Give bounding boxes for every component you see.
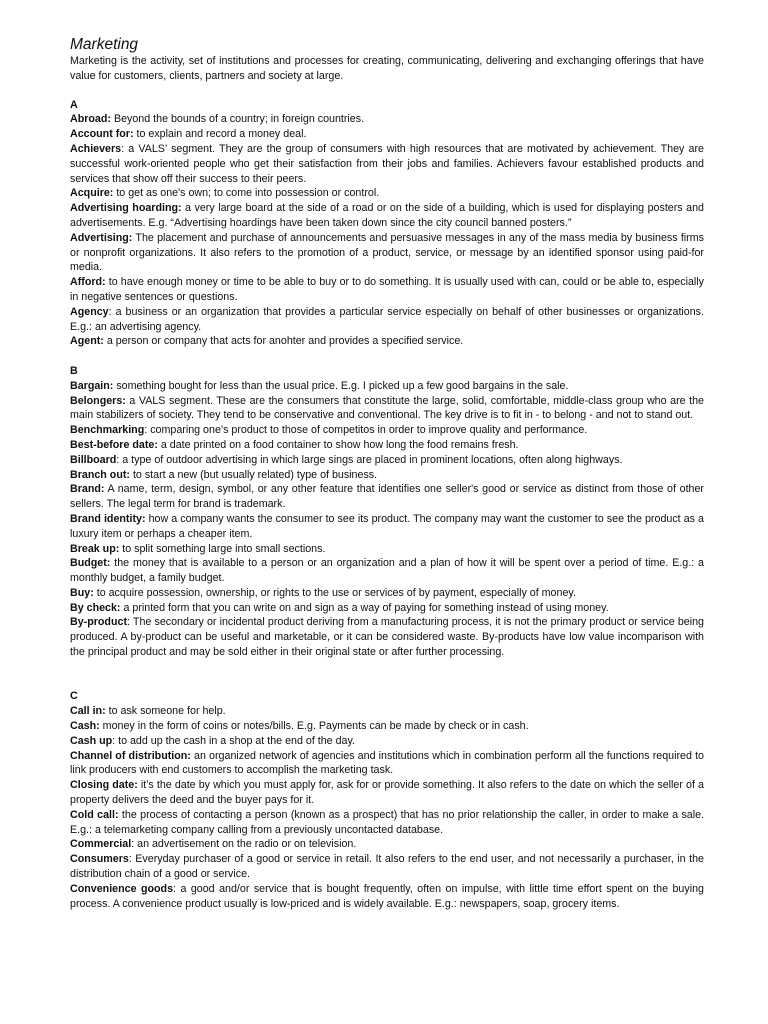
glossary-term: Budget:	[70, 557, 111, 570]
glossary-definition: a VALS segment. These are the consumers that constitute the large, solid, comfortable, middle-class group who are the main stabilizers of society. They tend to be conservative and conventional. The key drive is to fit in - to belong - and not to stand out.	[70, 394, 704, 422]
glossary-definition: money in the form of coins or notes/bills. E.g. Payments can be made by check or in cash.	[99, 720, 529, 733]
glossary-term: Abroad:	[70, 113, 111, 126]
glossary-definition: to get as one's own; to come into possession or control.	[113, 187, 380, 200]
glossary-definition: : comparing one’s product to those of competitos in order to improve quality and performance.	[144, 424, 588, 437]
glossary-term: By check:	[70, 601, 121, 614]
glossary-entry	[70, 852, 704, 882]
glossary-entry	[70, 453, 704, 468]
glossary-term: Bargain:	[70, 379, 114, 392]
glossary-term: Channel of distribution:	[70, 749, 191, 762]
glossary-entry	[70, 142, 704, 186]
glossary-entry	[70, 542, 704, 557]
glossary-term: Brand:	[70, 483, 105, 496]
glossary-term: Consumers	[70, 853, 129, 866]
glossary-entry	[70, 704, 704, 719]
glossary-entry	[70, 423, 704, 438]
glossary-term: Account for:	[70, 128, 134, 141]
section-letter: C	[70, 690, 78, 703]
glossary-term: Cash up	[70, 734, 113, 747]
glossary-entry	[70, 482, 704, 512]
glossary-entry	[70, 749, 704, 779]
glossary-entry	[70, 837, 704, 852]
glossary-definition: to start a new (but usually related) type of business.	[129, 468, 378, 481]
glossary-entry	[70, 112, 704, 127]
glossary-definition: the process of contacting a person (known as a prospect) that has no prior relationship the caller, in order to make a sale. E.g.: a telemarketing company calling from a previously uncontacted database.	[70, 808, 704, 836]
glossary-term: Agent:	[70, 335, 104, 348]
glossary-definition: how a company wants the consumer to see its product. The company may want the customer to see the product as a luxury item or perhaps a cheaper item.	[70, 512, 704, 540]
glossary-term: Advertising hoarding:	[70, 202, 182, 215]
glossary-definition: a printed form that you can write on and sign as a way of paying for something instead of using money.	[120, 601, 609, 614]
glossary-term: Advertising:	[70, 231, 133, 244]
glossary-definition: a very large board at the side of a road or on the side of a building, which is used for displaying posters and advertisements. E.g. “Advertising hoardings have been taken down since the city council banned posters.”	[70, 202, 704, 229]
glossary-entry	[70, 438, 704, 453]
glossary-term: Call in:	[70, 705, 106, 718]
glossary-term: Billboard	[70, 453, 117, 466]
glossary	[70, 98, 704, 912]
glossary-entry	[70, 231, 704, 275]
glossary-definition: an organized network of agencies and institutions which in combination perform all the functions required to link producers with end customers to accomplish the marketing task.	[70, 749, 704, 777]
glossary-definition: : Everyday purchaser of a good or service in retail. It also refers to the end user, and not necessarily a purchaser, in the distribution chain of a good or service.	[70, 853, 704, 881]
glossary-term: Afford:	[70, 276, 106, 289]
section-letter: A	[70, 98, 78, 111]
glossary-definition: a person or company that acts for anohter and provides a specified service.	[103, 335, 464, 348]
glossary-term: Belongers:	[70, 394, 126, 407]
glossary-entry	[70, 379, 704, 394]
glossary-term: Agency	[70, 305, 109, 318]
glossary-definition: : a VALS’ segment. They are the group of consumers with high resources that are motivated by achievement. They are successful work-oriented people who get their satisfaction from their jobs and families. Achievers favour established products and services that show off their success to their peers.	[70, 142, 704, 185]
glossary-term: Convenience goods	[70, 882, 174, 895]
section-letter: B	[70, 364, 78, 377]
glossary-definition: something bought for less than the usual price. E.g. I picked up a few good bargains in the sale.	[113, 379, 569, 392]
glossary-entry	[70, 556, 704, 586]
glossary-term: Break up:	[70, 542, 120, 555]
intro-paragraph: Marketing is the activity, set of institutions and processes for creating, communicating, delivering and exchanging offerings that have value for customers, clients, partners and society at large.	[70, 55, 704, 82]
glossary-entry	[70, 305, 704, 335]
glossary-definition: : The secondary or incidental product deriving from a manufacturing process, it is not the primary product or service being produced. A by-product can be useful and marketable, or it can be considered waste. By-products have low value incomparison with the principal product and may be sold either in their original state or after further processing.	[70, 616, 704, 659]
glossary-term: Branch out:	[70, 468, 130, 481]
glossary-definition: Beyond the bounds of a country; in foreign countries.	[110, 113, 365, 126]
glossary-entry	[70, 778, 704, 808]
glossary-term: By-product	[70, 616, 127, 629]
section-spacer	[70, 349, 704, 364]
glossary-definition: : a business or an organization that provides a particular service especially on behalf of other businesses or organizations. E.g.: an advertising agency.	[70, 305, 704, 333]
glossary-entry	[70, 334, 704, 349]
glossary-definition: : to add up the cash in a shop at the end of the day.	[112, 734, 355, 747]
glossary-entry	[70, 882, 704, 912]
glossary-term: Best-before date:	[70, 438, 158, 451]
glossary-term: Cold call:	[70, 808, 119, 821]
glossary-definition: to acquire possession, ownership, or rights to the use or services of by payment, especially of money.	[93, 586, 576, 599]
glossary-definition: : a good and/or service that is bought frequently, often on impulse, with little time effort spent on the buying process. A convenience product usually is low-priced and is widely available. E.g.: newspapers, soap, grocery items.	[70, 882, 704, 910]
glossary-entry	[70, 275, 704, 305]
glossary-definition: : an advertisement on the radio or on television.	[131, 838, 357, 851]
glossary-definition: a date printed on a food container to show how long the food remains fresh.	[157, 438, 519, 451]
glossary-entry	[70, 615, 704, 659]
glossary-definition: A name, term, design, symbol, or any other feature that identifies one seller's good or service as distinct from those of other sellers. The legal term for brand is trademark.	[70, 483, 704, 511]
glossary-definition: The placement and purchase of announcements and persuasive messages in any of the mass media by business firms or nonprofit organizations. It also refers to the promotion of a product, service, or message by an identified sponsor using paid-for media.	[70, 231, 704, 274]
glossary-definition: it’s the date by which you must apply for, ask for or provide something. It also refers to the date on which the seller of a property delivers the deed and the buyer pays for it.	[70, 779, 704, 807]
glossary-entry	[70, 468, 704, 483]
glossary-definition: to explain and record a money deal.	[133, 128, 307, 141]
glossary-term: Commercial	[70, 838, 132, 851]
glossary-entry	[70, 512, 704, 542]
glossary-term: Achievers	[70, 142, 122, 155]
glossary-definition: : a type of outdoor advertising in which large sings are placed in prominent locations, often along highways.	[116, 453, 623, 466]
glossary-definition: to ask someone for help.	[105, 705, 226, 718]
glossary-term: Acquire:	[70, 187, 114, 200]
glossary-definition: to have enough money or time to be able to buy or to do something. It is usually used with can, could or be able to, especially in negative sentences or questions.	[70, 276, 704, 303]
glossary-entry	[70, 601, 704, 616]
glossary-term: Buy:	[70, 586, 94, 599]
document-title: Marketing	[70, 36, 139, 53]
glossary-entry	[70, 734, 704, 749]
glossary-entry	[70, 586, 704, 601]
glossary-section-a	[70, 98, 704, 350]
glossary-entry	[70, 719, 704, 734]
glossary-term: Benchmarking	[70, 424, 145, 437]
glossary-term: Brand identity:	[70, 512, 146, 525]
glossary-entry	[70, 201, 704, 231]
glossary-term: Closing date:	[70, 779, 138, 792]
glossary-entry	[70, 127, 704, 142]
section-spacer	[70, 660, 704, 690]
glossary-entry	[70, 394, 704, 424]
glossary-section-c	[70, 689, 704, 911]
glossary-term: Cash:	[70, 720, 100, 733]
glossary-entry	[70, 808, 704, 838]
glossary-section-b	[70, 364, 704, 660]
glossary-definition: to split something large into small sections.	[119, 542, 326, 555]
glossary-entry	[70, 186, 704, 201]
glossary-definition: the money that is available to a person or an organization and a plan of how it will be spent over a period of time. E.g.: a monthly budget, a family budget.	[70, 557, 704, 585]
